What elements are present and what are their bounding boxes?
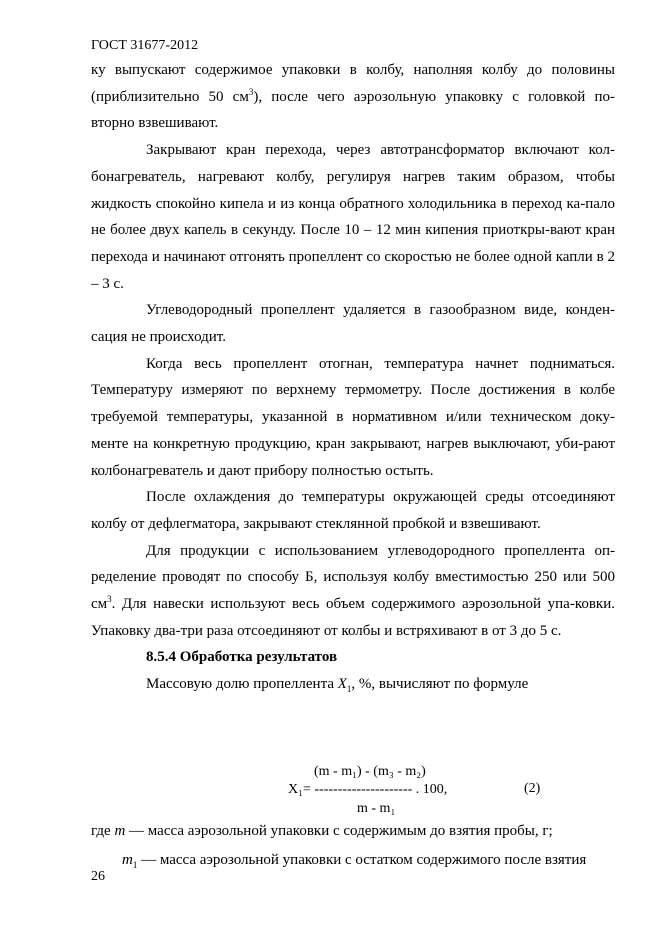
where-line-1: где m — масса аэрозольной упаковки с содержимым до взятия пробы, г; (91, 823, 553, 839)
section-heading: 8.5.4 Обработка результатов (146, 649, 338, 666)
formula-intro: Массовую долю пропеллента $X_1$, %, вычисляют по формуле (146, 676, 529, 695)
body-text (91, 57, 615, 698)
paragraph-1-line-3: вторно взвешивают. (91, 115, 219, 132)
paragraph-2: Закрывают кран перехода, через автотрансформатор включают кол-бонагреватель, нагревают колбу, регулируя нагрев таким образом, чтобы жидкость спокойно кипела и из конца обратного холодильника в переход ка-пало не более двух капель в секунду. После 10 – 12 мин кипения приоткры-вают кран перехода и начинают отгонять пропеллент со скоростью не более одной капли в 2 – 3 с. (91, 142, 615, 292)
formula-rhs: . 100, (415, 782, 448, 797)
formula-denominator: m - m₁ (357, 801, 396, 816)
formula-numerator: (m - m₁) - (m₃ - m₂) (314, 764, 426, 779)
paragraph-3: Углеводородный пропеллент удаляется в газообразном виде, конден-сация не происходит. (91, 302, 615, 346)
where-line-2: $m_1$ — масса аэрозольной упаковки с остатком содержимого после взятия (122, 852, 587, 870)
formula-lhs: X₁= (288, 782, 311, 797)
document-header: ГОСТ 31677-2012 (91, 38, 199, 53)
formula-number: (2) (524, 781, 541, 796)
paragraph-5: После охлаждения до температуры окружающей среды отсоединяют колбу от дефлегматора, закрывают стеклянной пробкой и взвешивают. (91, 489, 615, 532)
paragraph-1-line-2: (приблизительно 50 $см^3$), после чего аэрозольную упаковку с головкой по- (91, 86, 615, 105)
page-number: 26 (91, 869, 105, 884)
formula-main-line (288, 782, 447, 798)
paragraph-1-line-1: ку выпускают содержимое упаковки в колбу, наполняя колбу до половины (91, 62, 615, 78)
formula-fraction-bar: --------------------- (314, 782, 413, 797)
paragraph-6: Для продукции с использованием углеводородного пропеллента оп-ределение проводят по способу Б, используя колбу вместимостью 250 или 500 $см^3$. Для навески используют весь объем содержимого аэрозольной упа-ковки. Упаковку два-три раза отсоединяют от колбы и встряхивают в от 3 до 5 с. (91, 542, 615, 639)
paragraph-4: Когда весь пропеллент отогнан, температура начнет подниматься. Температуру измеряют по верхнему термометру. После достижения в колбе требуемой температуры, указанной в нормативном и/или техническом доку-менте на конкретную продукцию, кран закрывают, нагрев выключают, уби-рают колбонагреватель и дают прибору полностью остыть. (91, 355, 615, 479)
